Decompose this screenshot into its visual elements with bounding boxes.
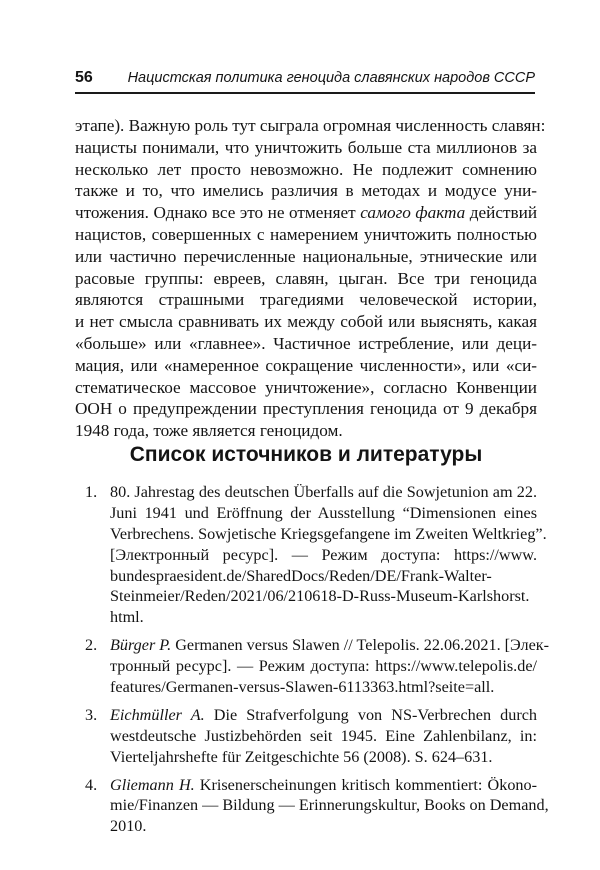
reference-number: 2.	[85, 636, 98, 655]
reference-number: 4.	[85, 775, 98, 794]
reference-line: features/Germanen-versus-Slawen-6113363.html?seite=all.	[110, 678, 495, 697]
text-line: также и то, что имелись различия в методах и модусе уни-	[75, 181, 537, 201]
emphasis-text: самого факта	[360, 203, 466, 223]
reference-number: 3.	[85, 705, 98, 724]
body-paragraph	[75, 115, 546, 442]
reference-line: westdeutsche Justizbehörden seit 1945. Eine Zahlenbilanz, in:	[110, 726, 537, 745]
page-number: 56	[75, 69, 93, 86]
text-line: ООН о предупреждении преступления геноцида от 9 декабря	[75, 399, 537, 419]
reference-line	[110, 775, 537, 796]
text-line: стематическое массовое уничтожение», согласно Конвенции	[75, 377, 537, 397]
reference-line: [Электронный ресурс]. — Режим доступа: https://www.	[110, 545, 537, 564]
reference-line: Steinmeier/Reden/2021/06/210618-D-Russ-Museum-Karlshorst.	[110, 587, 530, 606]
text-line	[75, 202, 537, 224]
reference-item	[75, 705, 537, 768]
text-line: являются страшными трагедиями человеческой истории,	[75, 290, 537, 310]
page-header	[75, 66, 535, 94]
reference-author: Gliemann H.	[110, 775, 195, 794]
reference-item	[75, 635, 550, 698]
text-line: несколько лет просто невозможно. Не подлежит сомнению	[75, 159, 537, 179]
reference-line: Verbrechens. Sowjetische Kriegsgefangene im Zweiten Weltkrieg”.	[110, 524, 547, 543]
reference-line: Juni 1941 und Eröffnung der Ausstellung “Dimensionen eines	[110, 503, 537, 522]
text-line: и нет смысла сравнивать их между собой или выяснять, какая	[75, 312, 537, 332]
reference-line: mie/Finanzen — Bildung — Erinnerungskultur, Books on Demand,	[110, 796, 549, 815]
reference-number: 1.	[85, 483, 98, 501]
reference-author: Eichmüller A.	[110, 705, 205, 724]
reference-line: 2010.	[110, 817, 147, 836]
text-segment: Germanen versus Slawen // Telepolis. 22.06.2021. [Элек-	[175, 636, 550, 655]
text-line: 1948 года, тоже является геноцидом.	[75, 421, 343, 441]
reference-list	[75, 482, 550, 844]
reference-line: html.	[110, 608, 144, 627]
running-title: Нацистская политика геноцида славянских народов СССР	[127, 70, 535, 86]
text-line: нацисты понимали, что уничтожить больше ста миллионов за	[75, 137, 537, 157]
reference-line: 80. Jahrestag des deutschen Überfalls auf die Sowjetunion am 22.	[110, 483, 537, 501]
text-line: расовые группы: евреев, славян, цыган. Все три геноцида	[75, 268, 537, 288]
reference-line	[110, 705, 537, 726]
text-segment: действий	[469, 203, 538, 223]
text-line: «больше» или «главнее». Частичное истребление, или деци-	[75, 333, 537, 353]
reference-item	[75, 775, 549, 838]
section-heading: Список источников и литературы	[129, 443, 483, 466]
text-line: этапе). Важную роль тут сыграла огромная численность славян:	[75, 116, 546, 135]
reference-line	[110, 635, 550, 656]
text-segment: Die Strafverfolgung von NS-Verbrechen durch	[213, 705, 537, 724]
reference-line: bundespraesident.de/SharedDocs/Reden/DE/Frank-Walter-	[110, 566, 492, 585]
text-segment: Krisenerscheinungen kritisch kommentiert: Ökono-	[199, 775, 537, 794]
reference-line: тронный ресурс]. — Режим доступа: https://www.telepolis.de/	[110, 657, 537, 676]
text-segment: чтожения. Однако все это не отменяет	[75, 203, 356, 223]
reference-author: Bürger P.	[110, 636, 172, 655]
text-line: или частично перечисленные национальные, этнические или	[75, 246, 537, 266]
reference-item	[75, 482, 547, 628]
reference-line: Vierteljahrshefte für Zeitgeschichte 56 (2008). S. 624–631.	[110, 747, 493, 766]
text-line: нацистов, совершенных с намерением уничтожить полностью	[75, 224, 537, 244]
text-line: мация, или «намеренное сокращение численности», или «си-	[75, 355, 537, 375]
